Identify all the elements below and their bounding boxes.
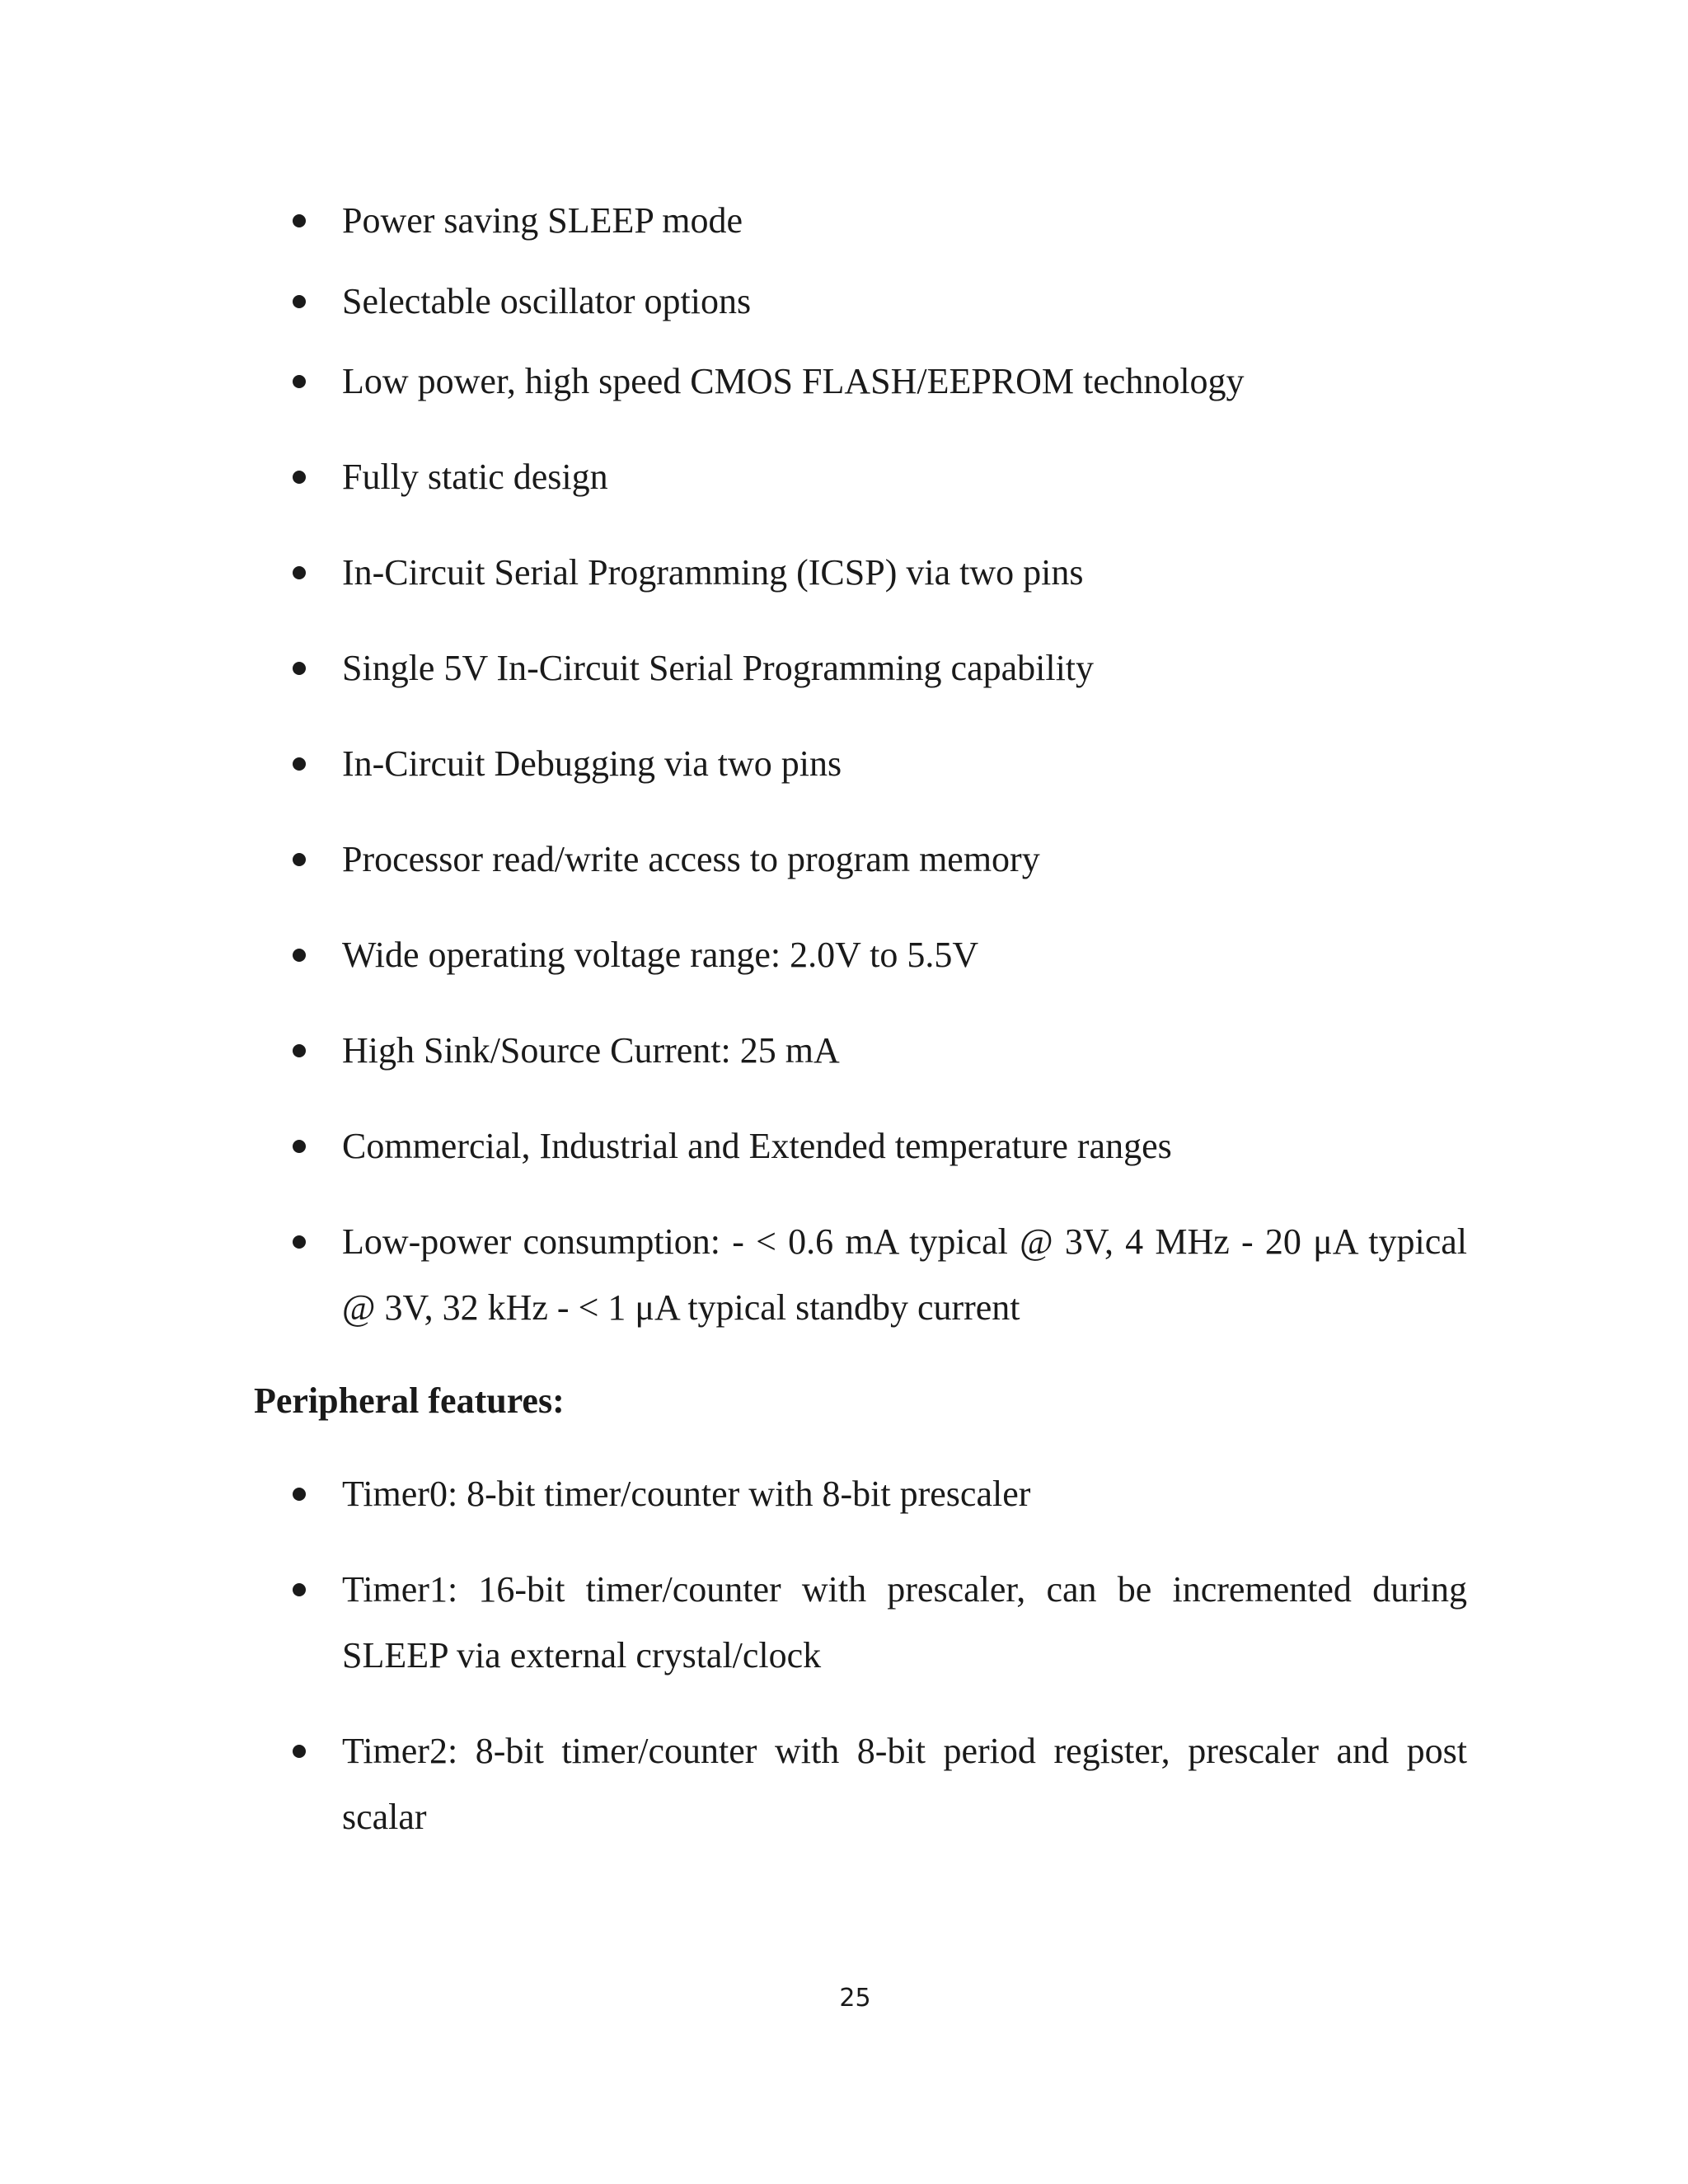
bullet-icon bbox=[293, 1488, 306, 1501]
list-item-text: Timer0: 8-bit timer/counter with 8-bit prescaler bbox=[342, 1474, 1031, 1514]
list-item-text: Timer1: 16-bit timer/counter with prescaler, can be incremented during SLEEP via external crystal/clock bbox=[342, 1569, 1467, 1675]
bullet-icon bbox=[293, 295, 306, 308]
list-item-text: In-Circuit Debugging via two pins bbox=[342, 743, 842, 784]
bullet-icon bbox=[293, 757, 306, 771]
bullet-icon bbox=[293, 1235, 306, 1249]
bullet-icon bbox=[293, 949, 306, 962]
list-item-text: Timer2: 8-bit timer/counter with 8-bit period register, prescaler and post scalar bbox=[342, 1731, 1467, 1837]
bullet-icon bbox=[293, 214, 306, 227]
list-item-text: Power saving SLEEP mode bbox=[342, 200, 743, 241]
bullet-icon bbox=[293, 853, 306, 866]
bullet-icon bbox=[293, 471, 306, 484]
list-item-text: Low power, high speed CMOS FLASH/EEPROM technology bbox=[342, 361, 1245, 401]
list-item-text: Wide operating voltage range: 2.0V to 5.5V bbox=[342, 935, 979, 975]
bullet-icon bbox=[293, 1745, 306, 1758]
list-item-text: High Sink/Source Current: 25 mA bbox=[342, 1030, 840, 1071]
bullet-icon bbox=[293, 1044, 306, 1057]
section-heading: Peripheral features: bbox=[254, 1380, 565, 1421]
list-item-text: Fully static design bbox=[342, 457, 608, 497]
list-item-text: In-Circuit Serial Programming (ICSP) via two pins bbox=[342, 552, 1084, 593]
list-item-text: Selectable oscillator options bbox=[342, 281, 752, 321]
bullet-icon bbox=[293, 566, 306, 579]
bullet-icon bbox=[293, 375, 306, 388]
list-item-text: Single 5V In-Circuit Serial Programming capability bbox=[342, 648, 1095, 688]
bullet-icon bbox=[293, 1583, 306, 1596]
bullet-icon bbox=[293, 662, 306, 675]
page-number: 25 bbox=[839, 1984, 871, 2013]
bullet-icon bbox=[293, 1140, 306, 1153]
list-item-text: Processor read/write access to program memory bbox=[342, 839, 1040, 879]
list-item-text: Commercial, Industrial and Extended temperature ranges bbox=[342, 1126, 1172, 1166]
list-item-text: Low-power consumption: - < 0.6 mA typical @ 3V, 4 MHz - 20 μA typical @ 3V, 32 kHz - < 1 μA typical standby current bbox=[342, 1221, 1467, 1328]
